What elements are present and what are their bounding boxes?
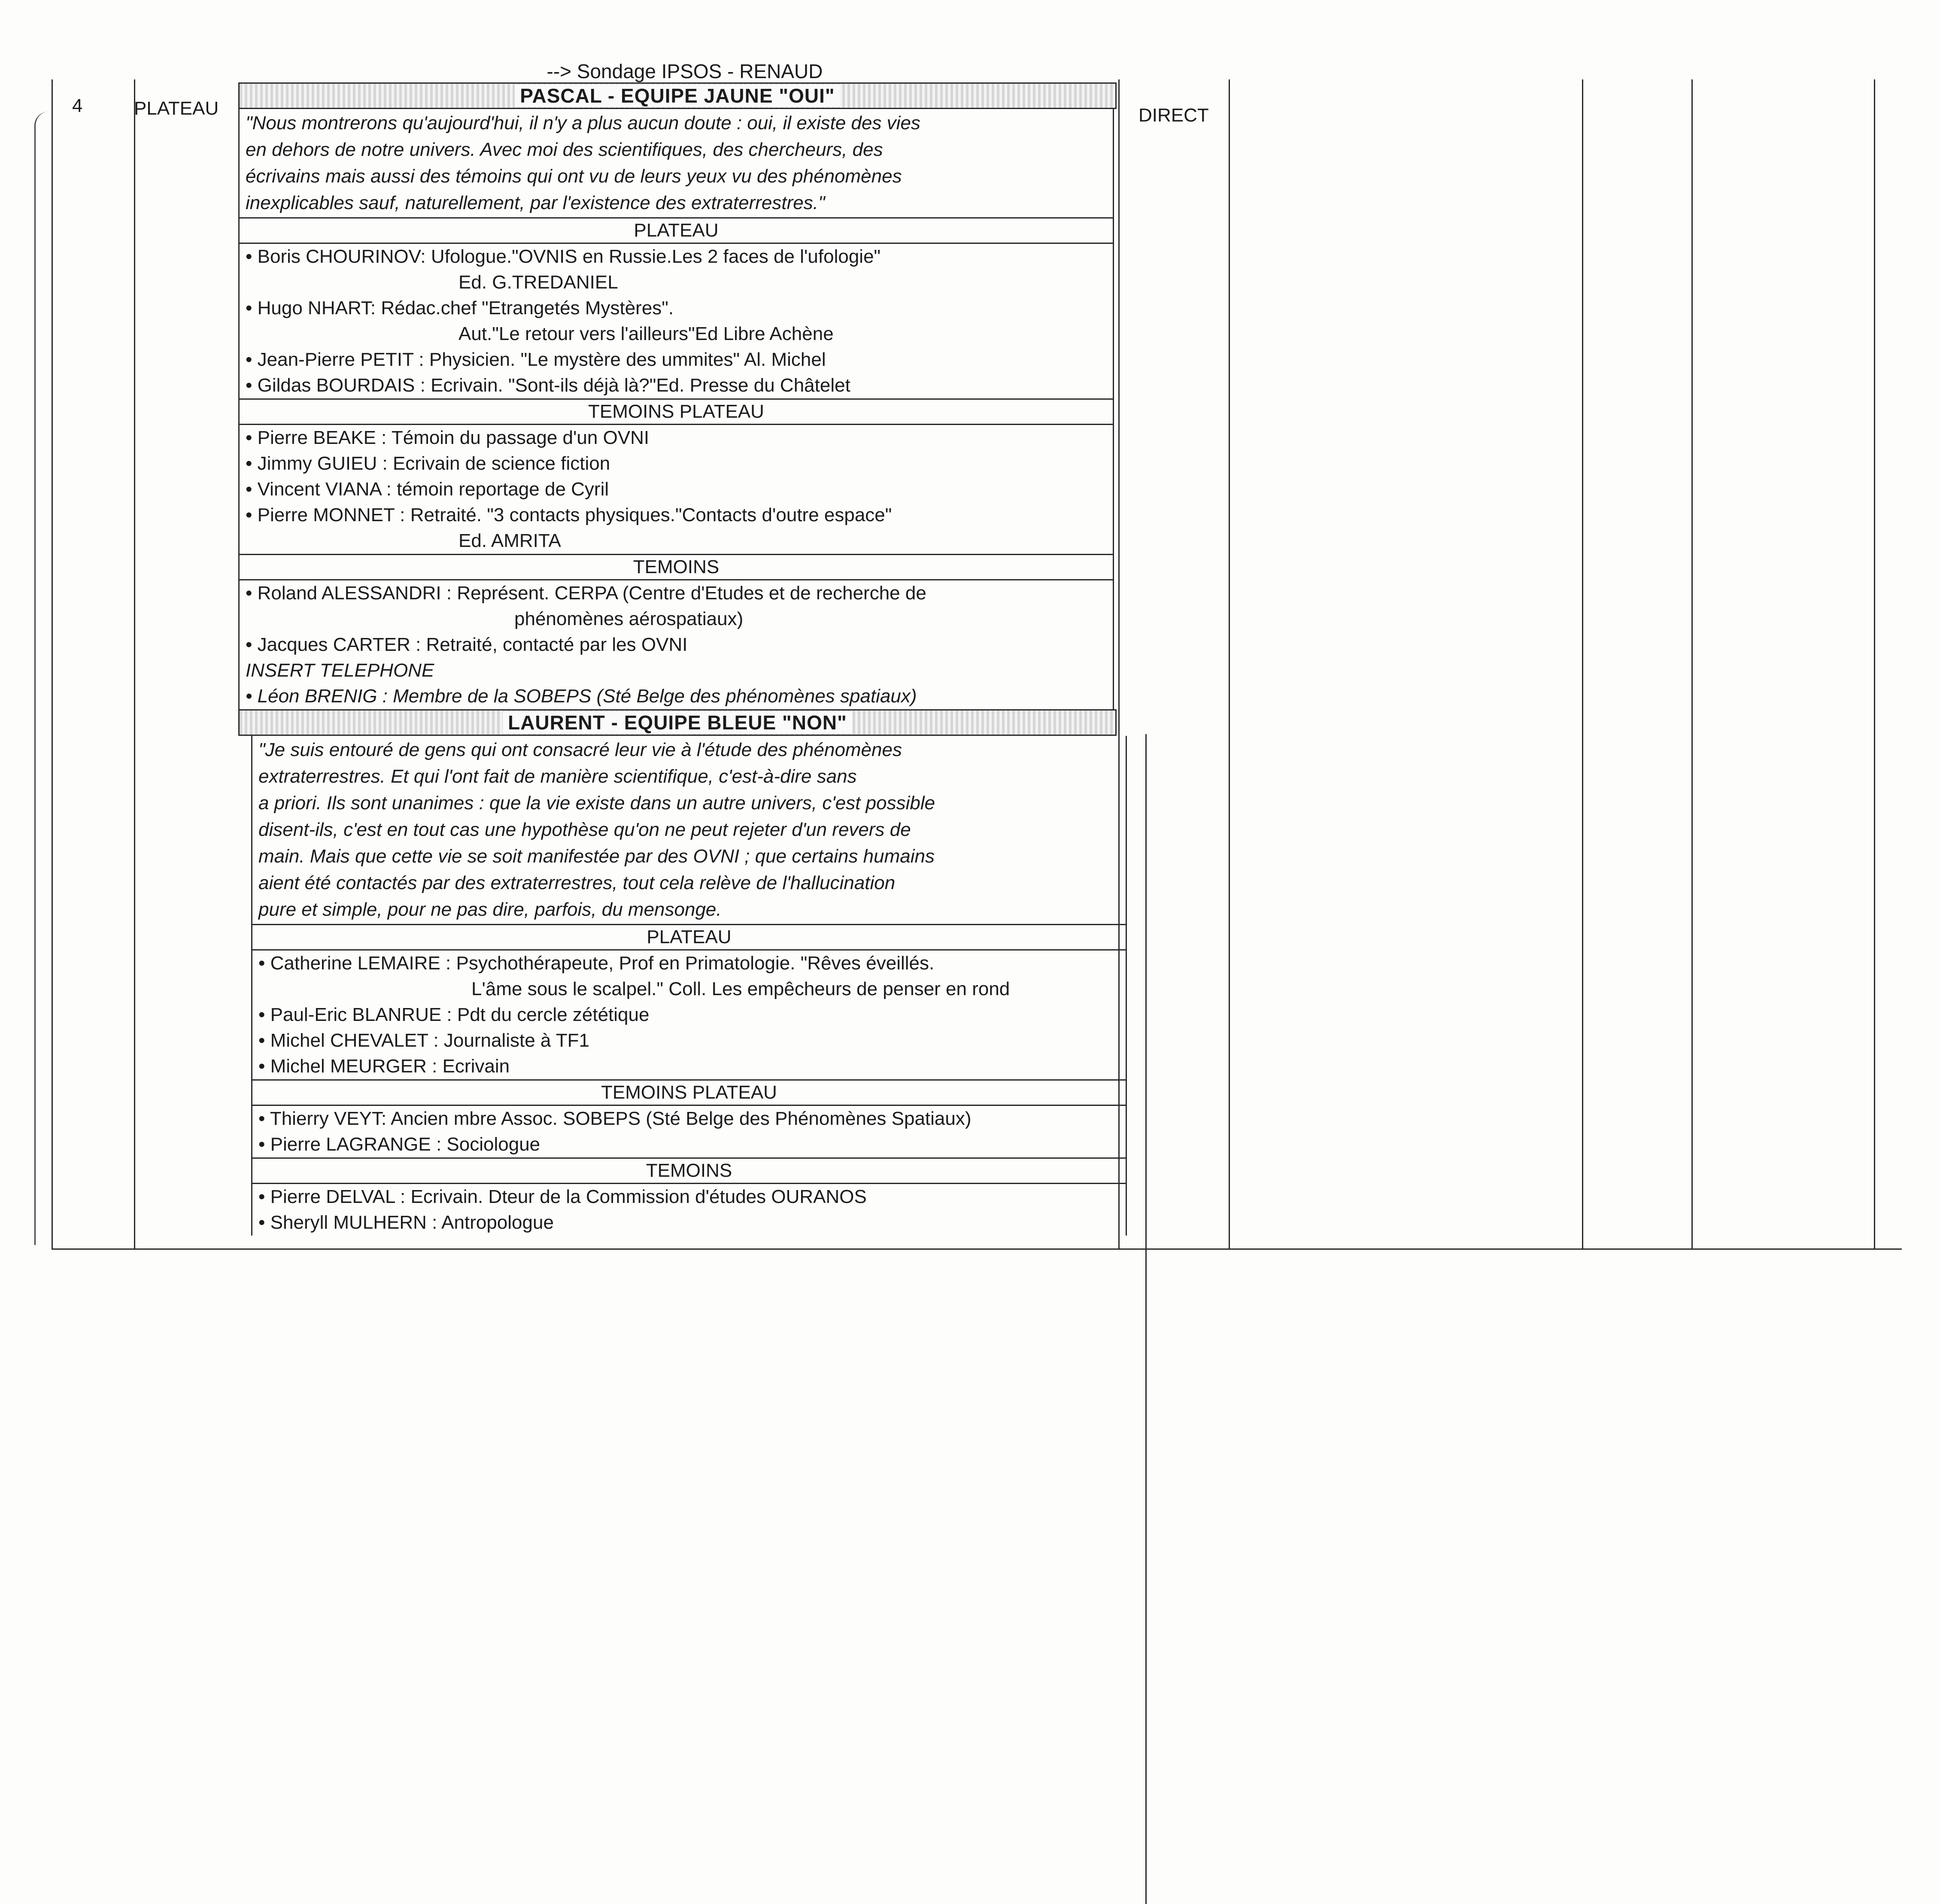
- table-right-border: [1874, 79, 1875, 1249]
- list-item: • Thierry VEYT: Ancien mbre Assoc. SOBEPS (Sté Belge des Phénomènes Spatiaux): [258, 1108, 972, 1129]
- column-divider-1: [134, 79, 135, 1249]
- row-number: 4: [72, 95, 83, 116]
- list-item: • Vincent VIANA : témoin reportage de Cyril: [246, 479, 609, 500]
- list-item: • Pierre BEAKE : Témoin du passage d'un OVNI: [246, 427, 650, 448]
- team-no-banner: LAURENT - EQUIPE BLEUE "NON": [238, 709, 1117, 736]
- row-mode: DIRECT: [1138, 105, 1209, 126]
- list-item: Ed. AMRITA: [458, 530, 561, 551]
- list-item: • Pierre LAGRANGE : Sociologue: [258, 1134, 540, 1155]
- list-item: L'âme sous le scalpel." Coll. Les empêcheurs de penser en rond: [471, 978, 1010, 999]
- list-item: • Michel CHEVALET : Journaliste à TF1: [258, 1030, 590, 1051]
- list-item: • Boris CHOURINOV: Ufologue."OVNIS en Russie.Les 2 faces de l'ufologie": [246, 246, 881, 267]
- section-title: TEMOINS PLATEAU: [252, 1081, 1126, 1106]
- table-left-border: [52, 79, 53, 1249]
- team-yes-quote: "Nous montrerons qu'aujourd'hui, il n'y a plus aucun doute : oui, il existe des vies en dehors de notre univers. Avec moi des scientifiques, des chercheurs, des écrivains mais aussi des témoins qui ont vu de leurs yeux vu des phénomènes inexplicables sauf, naturellement, par l'existence des extraterrestres.": [238, 109, 1114, 217]
- section-title: PLATEAU: [240, 219, 1113, 244]
- list-item: • Gildas BOURDAIS : Ecrivain. "Sont-ils déjà là?"Ed. Presse du Châtelet: [246, 375, 850, 396]
- team-yes-temoins: [238, 554, 1114, 709]
- list-item: • Jean-Pierre PETIT : Physicien. "Le mystère des ummites" Al. Michel: [246, 349, 826, 370]
- column-divider-5: [1582, 79, 1583, 1249]
- list-item: Aut."Le retour vers l'ailleurs"Ed Libre Achène: [458, 323, 834, 344]
- team-no-block: [251, 736, 1140, 1236]
- list-item: • Pierre MONNET : Retraité. "3 contacts physiques."Contacts d'outre espace": [246, 504, 892, 525]
- section-title: TEMOINS PLATEAU: [240, 400, 1113, 425]
- column-divider-6: [1691, 79, 1693, 1249]
- list-item: • Hugo NHART: Rédac.chef "Etrangetés Mystères".: [246, 298, 674, 319]
- header-line: --> Sondage IPSOS - RENAUD: [546, 60, 823, 82]
- list-item: Ed. G.TREDANIEL: [458, 272, 618, 293]
- team-no-temoins-plateau: [251, 1079, 1127, 1157]
- rundown-content: [238, 60, 1146, 1236]
- section-title: PLATEAU: [252, 925, 1126, 950]
- team-yes-banner: PASCAL - EQUIPE JAUNE "OUI": [238, 82, 1117, 109]
- team-yes-temoins-plateau: [238, 398, 1114, 554]
- team-yes-plateau: [238, 217, 1114, 398]
- list-item: • Roland ALESSANDRI : Représent. CERPA (Centre d'Etudes et de recherche de: [246, 583, 926, 604]
- list-item: • Michel MEURGER : Ecrivain: [258, 1056, 510, 1077]
- list-item: • Jacques CARTER : Retraité, contacté par les OVNI: [246, 634, 688, 655]
- list-item: • Pierre DELVAL : Ecrivain. Dteur de la Commission d'études OURANOS: [258, 1186, 867, 1207]
- list-item: • Léon BRENIG : Membre de la SOBEPS (Sté Belge des phénomènes spatiaux): [246, 686, 917, 707]
- team-no-quote: "Je suis entouré de gens qui ont consacré leur vie à l'étude des phénomènes extraterrestres. Et qui l'ont fait de manière scientifique, c'est-à-dire sans a priori. Ils sont unanimes : que la vie existe dans un autre univers, c'est possible disent-ils, c'est en tout cas une hypothèse qu'on ne peut rejeter d'un revers de main. Mais que cette vie se soit manifestée par des OVNI ; que certains humains aient été contactés par des extraterrestres, tout cela relève de l'hallucination pure et simple, pour ne pas dire, parfois, du mensonge.: [251, 736, 1127, 924]
- team-no-plateau: [251, 924, 1127, 1079]
- section-title: TEMOINS: [240, 555, 1113, 580]
- list-item: phénomènes aérospatiaux): [514, 608, 744, 629]
- list-item: • Catherine LEMAIRE : Psychothérapeute, Prof en Primatologie. "Rêves éveillés.: [258, 953, 935, 974]
- table-bottom-border: [52, 1248, 1902, 1250]
- list-item: • Jimmy GUIEU : Ecrivain de science fiction: [246, 453, 610, 474]
- column-divider-4: [1229, 79, 1230, 1249]
- insert-note: INSERT TELEPHONE: [246, 660, 434, 681]
- margin-bracket: [34, 112, 49, 1245]
- section-title: TEMOINS: [252, 1159, 1126, 1184]
- list-item: • Sheryll MULHERN : Antropologue: [258, 1212, 554, 1233]
- row-type: PLATEAU: [134, 98, 219, 119]
- list-item: • Paul-Eric BLANRUE : Pdt du cercle zététique: [258, 1004, 650, 1025]
- team-no-temoins: [251, 1157, 1127, 1236]
